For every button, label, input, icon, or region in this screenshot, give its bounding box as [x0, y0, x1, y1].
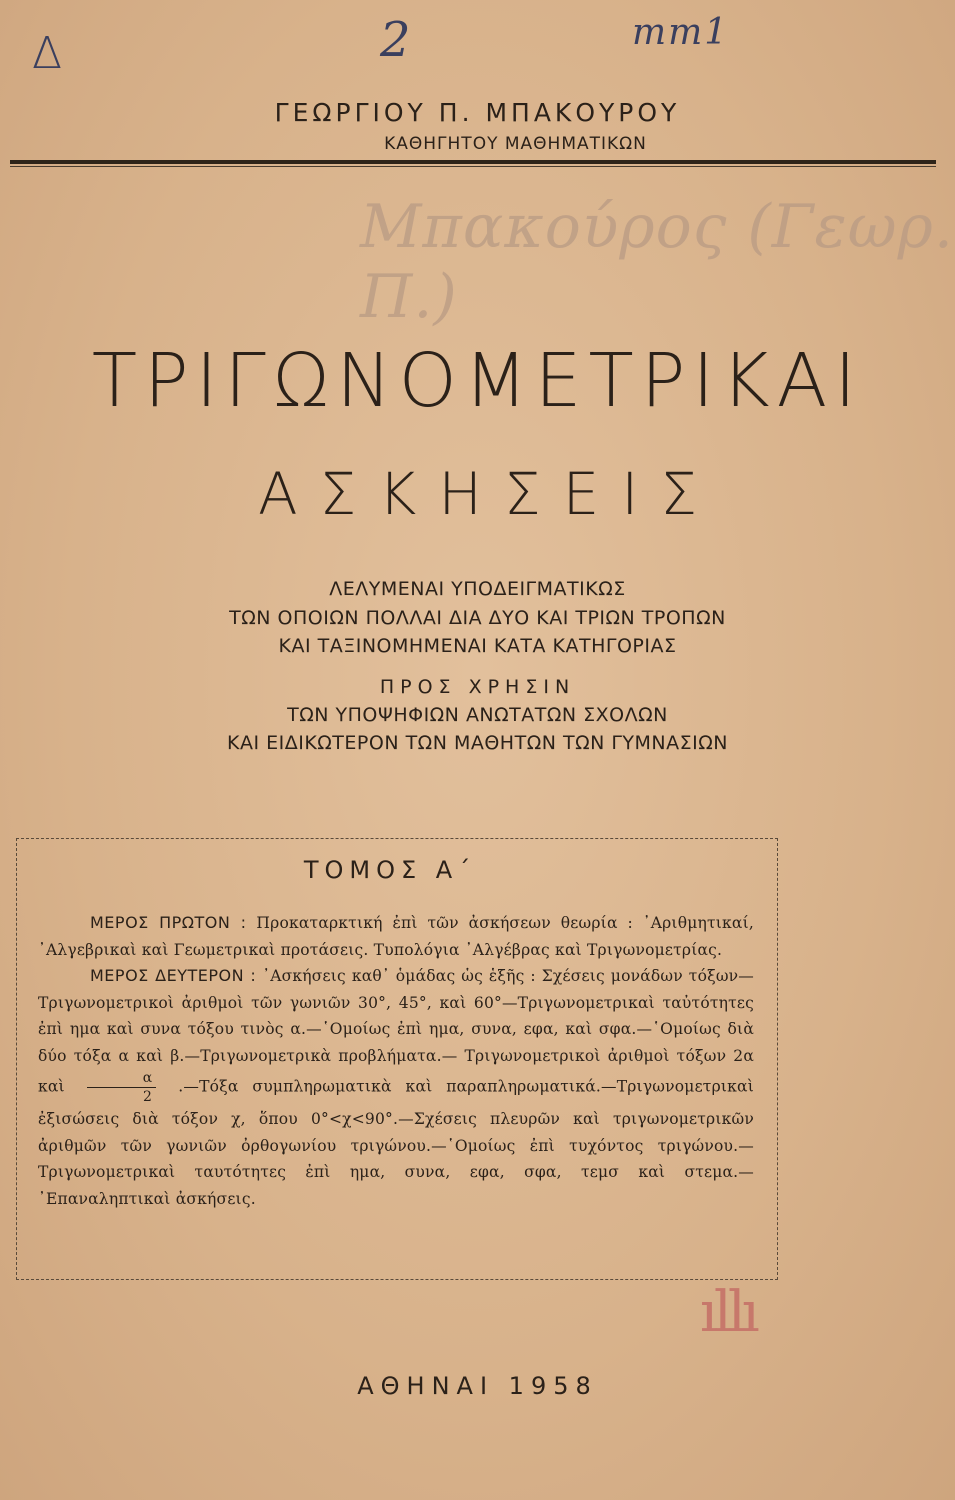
- part2-text-b: .—Τόξα συμπληρωματικὰ καὶ παραπληρωματικά.—Τριγωνομετρικαὶ ἐξισώσεις διὰ τόξον χ, ὅπου 0°<χ<90°.—Σχέσεις πλευρῶν καὶ τριγωνομετρικῶν ἀριθμῶν τῶν γωνιῶν ὀρθογωνίου τριγώνου.—῾Ομοίως ἐπὶ τυχόντος τριγώνου.—Τριγωνομετρικαὶ ταυτότητες ἐπὶ ημα, συνα, εφα, σφα, τεμσ καὶ στεμα.—᾽Επαναληπτικαὶ ἀσκήσεις.: [38, 1077, 754, 1208]
- imprint-place-year: ΑΘΗΝΑΙ 1958: [357, 1372, 598, 1400]
- handwritten-mark-top-right: mm1: [632, 12, 730, 53]
- book-title-line2: ΑΣΚΗΣΕΙΣ: [257, 460, 719, 528]
- handwritten-mark-top-center: 2: [380, 12, 411, 68]
- subtitle-line3: ΚΑΙ ΤΑΞΙΝΟΜΗΜΕΝΑΙ ΚΑΤΑ ΚΑΤΗΓΟΡΙΑΣ: [278, 635, 677, 657]
- handwritten-mark-top-left: Δ: [32, 28, 63, 79]
- subtitle-line1: ΛΕΛΥΜΕΝΑΙ ΥΠΟΔΕΙΓΜΑΤΙΚΩΣ: [329, 578, 626, 600]
- header-rule: [10, 160, 936, 164]
- part1-label: ΜΕΡΟΣ ΠΡΩΤΟΝ :: [90, 913, 247, 932]
- subtitle-line6: ΚΑΙ ΕΙΔΙΚΩΤΕΡΟΝ ΤΩΝ ΜΑΘΗΤΩΝ ΤΩΝ ΓΥΜΝΑΣΙΩΝ: [227, 732, 728, 754]
- author-title: ΚΑΘΗΓΗΤΟΥ ΜΑΘΗΜΑΤΙΚΩΝ: [384, 134, 647, 154]
- fraction-denominator: 2: [142, 1089, 153, 1105]
- author-name: ΓΕΩΡΓΙΟΥ Π. ΜΠΑΚΟΥΡΟΥ: [274, 98, 681, 127]
- contents-text: [38, 910, 754, 1212]
- part1-paragraph: [38, 910, 754, 963]
- header-rule-thin: [10, 166, 936, 167]
- volume-heading: ΤΟΜΟΣ Α΄: [303, 856, 477, 884]
- part2-label: ΜΕΡΟΣ ΔΕΥΤΕΡΟΝ :: [90, 966, 257, 985]
- subtitle-line4: ΠΡΟΣ ΧΡΗΣΙΝ: [379, 676, 576, 698]
- fraction-numerator: α: [87, 1069, 157, 1088]
- part2-paragraph: [38, 963, 754, 1212]
- handwritten-marks-bottom: ıllı: [700, 1280, 756, 1345]
- subtitle-line5: ΤΩΝ ΥΠΟΨΗΦΙΩΝ ΑΝΩΤΑΤΩΝ ΣΧΟΛΩΝ: [287, 704, 668, 726]
- handwritten-author-note: Μπακούρος (Γεωρ. Π.): [360, 192, 954, 332]
- part2-text-a: ᾽Ασκήσεις καθ᾽ ὁμάδας ὡς ἑξῆς : Σχέσεις μονάδων τόξων—Τριγωνομετρικοὶ ἀριθμοὶ τῶν γωνιῶν 30°, 45°, καὶ 60°—Τριγωνομετρικαὶ ταὐτότητες ἐπὶ ημα καὶ συνα τόξου τινὸς α.—῾Ομοίως ἐπὶ ημα, συνα, εφα, καὶ σφα.—῾Ομοίως διὰ δύο τόξα α καὶ β.—Τριγωνομετρικὰ προβλήματα.— Τριγωνομετρικοὶ ἀριθμοὶ τόξων 2α καὶ: [38, 967, 755, 1096]
- subtitle-line2: ΤΩΝ ΟΠΟΙΩΝ ΠΟΛΛΑΙ ΔΙΑ ΔΥΟ ΚΑΙ ΤΡΙΩΝ ΤΡΟΠΩΝ: [229, 607, 726, 629]
- part1-text: Προκαταρκτική ἐπὶ τῶν ἀσκήσεων θεωρία : ᾽Αριθμητικαί, ᾽Αλγεβρικαὶ καὶ Γεωμετρικαὶ προτάσεις. Τυπολόγια ᾽Αλγέβρας καὶ Τριγωνομετρίας.: [38, 914, 754, 959]
- book-title-line1: ΤΡΙΓΩΝΟΜΕΤΡΙΚΑΙ: [91, 338, 864, 424]
- fraction-alpha-over-2: [87, 1069, 157, 1106]
